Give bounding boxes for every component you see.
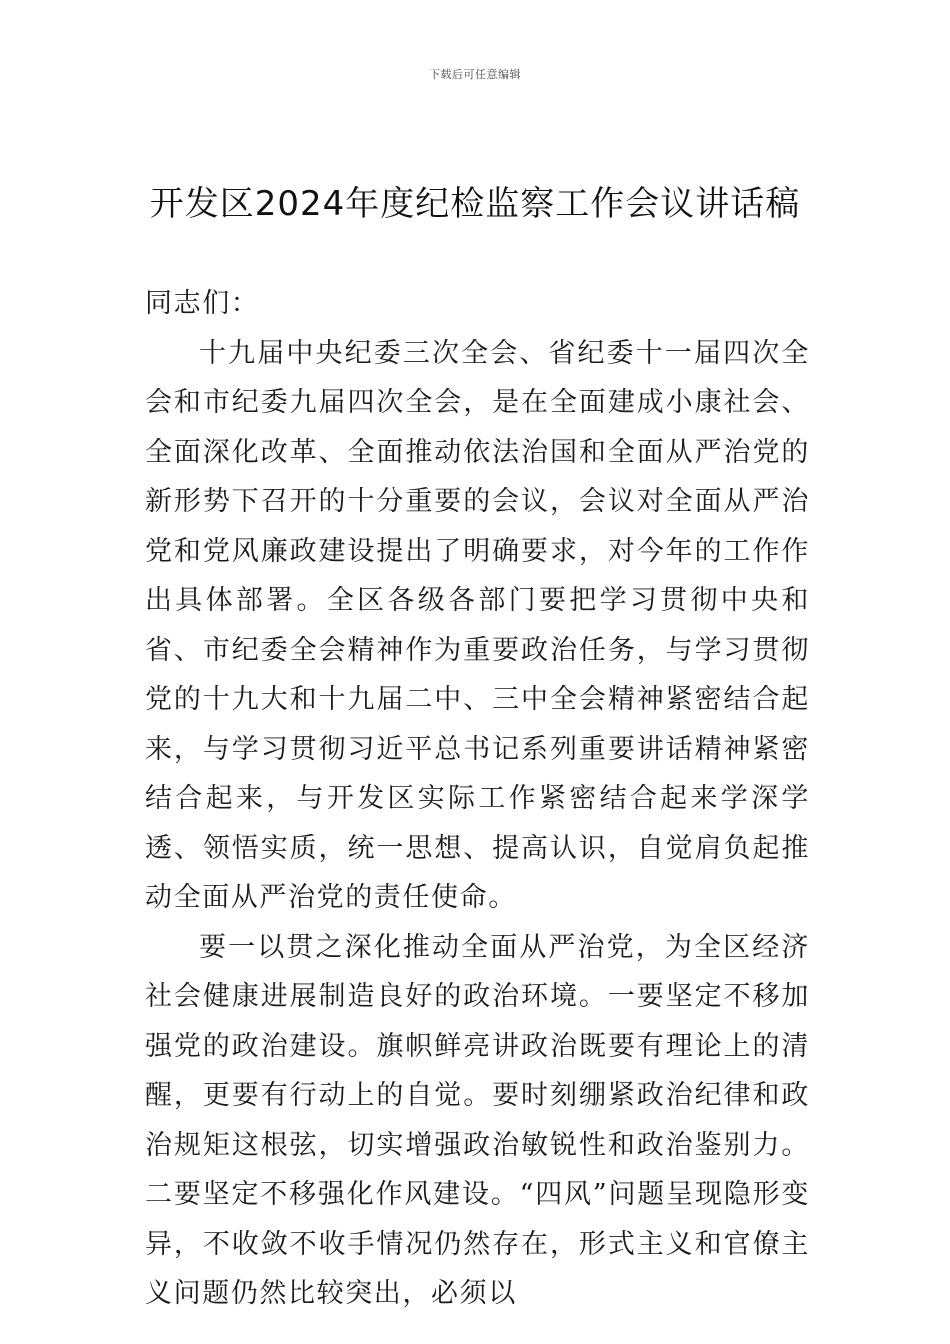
paragraph-1: 十九届中央纪委三次全会、省纪委十一届四次全会和市纪委九届四次全会，是在全面建成小康社会、全面深化改革、全面推动依法治国和全面从严治党的新形势下召开的十分重要的会议，会议对全面从严治党和党风廉政建设提出了明确要求，对今年的工作作出具体部署。全区各级各部门要把学习贯彻中央和省、市纪委全会精神作为重要政治任务，与学习贯彻党的十九大和十九届二中、三中全会精神紧密结合起来，与学习贯彻习近平总书记系列重要讲话精神紧密结合起来，与开发区实际工作紧密结合起来学深学透、领悟实质，统一思想、提高认识，自觉肩负起推动全面从严治党的责任使命。	[145, 337, 810, 913]
document-body	[145, 279, 810, 1319]
document-title: 开发区2024年度纪检监察工作会议讲话稿	[149, 184, 801, 224]
salutation: 同志们：	[145, 288, 260, 319]
header-note: 下载后可任意编辑	[429, 68, 521, 81]
paragraph-2: 要一以贯之深化推动全面从严治党，为全区经济社会健康进展制造良好的政治环境。一要坚定不移加强党的政治建设。旗帜鲜亮讲政治既要有理论上的清醒，更要有行动上的自觉。要时刻绷紧政治纪律和政治规矩这根弦，切实增强政治敏锐性和政治鉴别力。二要坚定不移强化作风建设。“四风”问题呈现隐形变异，不收敛不收手情况仍然存在，形式主义和官僚主义问题仍然比较突出，必须以	[145, 931, 810, 1309]
